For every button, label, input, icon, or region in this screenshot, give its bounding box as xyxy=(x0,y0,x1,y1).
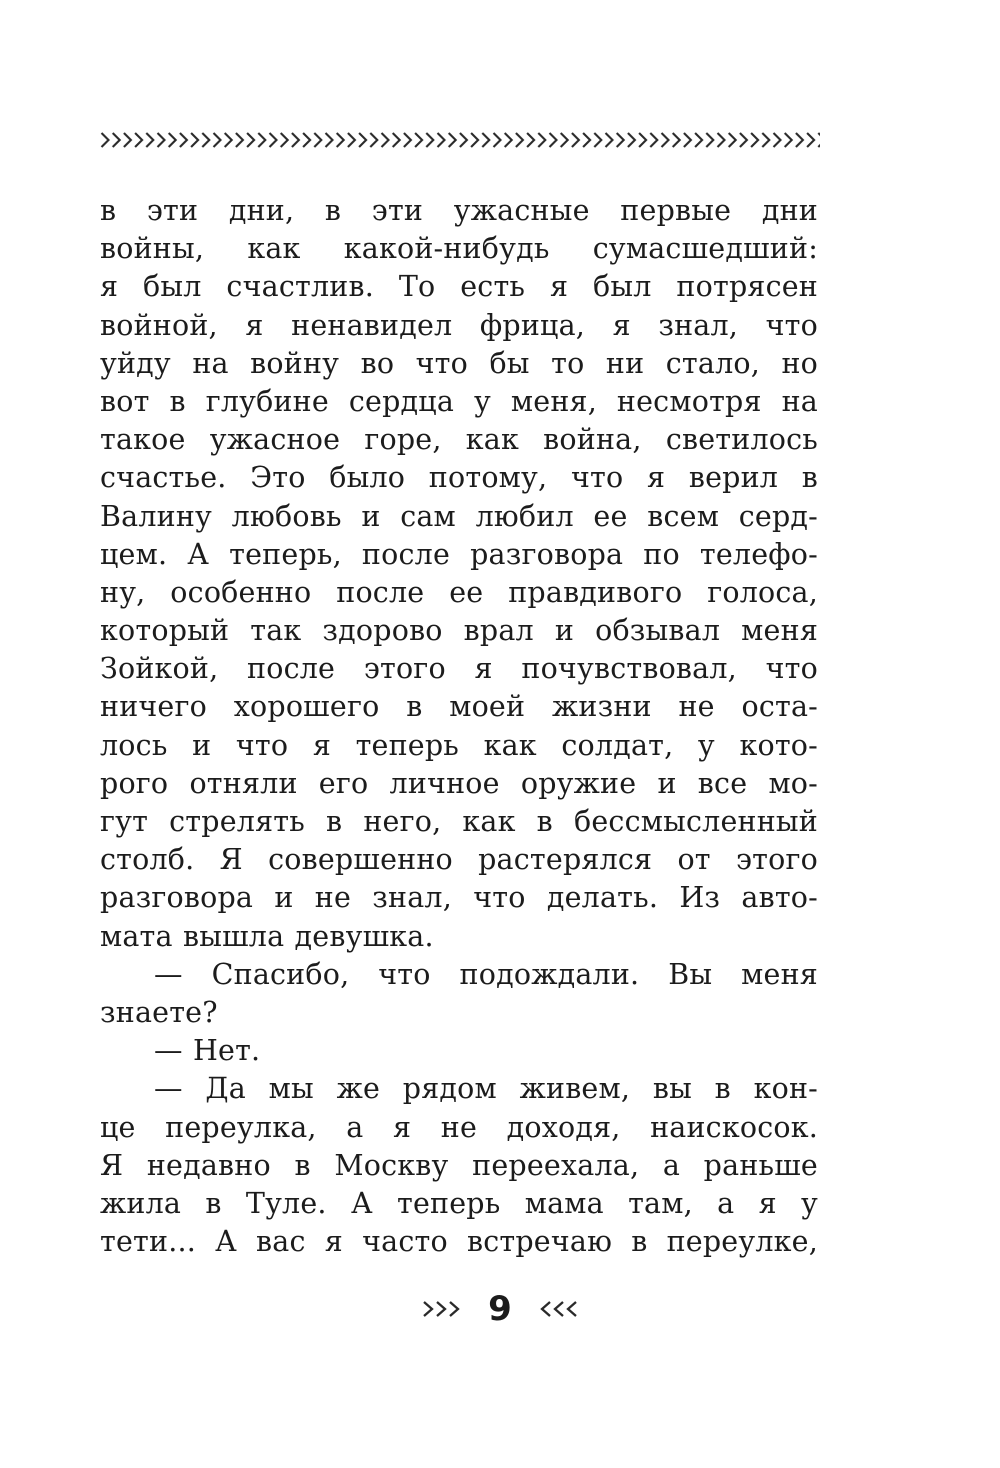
text-line: который так здорово врал и обзывал меня xyxy=(100,614,818,648)
text-line: лось и что я теперь как солдат, у кото- xyxy=(100,728,818,762)
text-line: ничего хорошего в моей жизни не оста- xyxy=(100,690,818,724)
top-chevron-border xyxy=(100,128,820,152)
text-line: гут стрелять в него, как в бессмысленный xyxy=(100,805,818,838)
body-text xyxy=(100,192,818,1261)
page-footer xyxy=(0,1286,1000,1332)
page-number: 9 xyxy=(488,1289,512,1329)
text-line: жила в Туле. А теперь мама там, а я у xyxy=(100,1186,818,1220)
text-line: — Спасибо, что подождали. Вы меня xyxy=(154,957,818,991)
chevron-left-ornament-icon xyxy=(534,1297,578,1321)
text-line: — Нет. xyxy=(154,1034,261,1068)
chevron-row-icon xyxy=(100,128,820,152)
text-line: счастье. Это было потому, что я верил в xyxy=(100,461,818,495)
text-line: мата вышла девушка. xyxy=(100,919,434,953)
text-line: рого отняли его личное оружие и все мо- xyxy=(100,766,818,800)
text-line: столб. Я совершенно растерялся от этого xyxy=(100,843,818,877)
text-line: це переулка, а я не доходя, наискосок. xyxy=(100,1110,818,1144)
text-line: — Да мы же рядом живем, вы в кон- xyxy=(154,1072,818,1106)
text-line: такое ужасное горе, как война, светилось xyxy=(100,423,818,457)
text-line: разговора и не знал, что делать. Из авто- xyxy=(100,881,818,915)
text-line: знаете? xyxy=(100,995,218,1029)
text-line: ну, особенно после ее правдивого голоса, xyxy=(100,575,818,609)
text-line: войной, я ненавидел фрица, я знал, что xyxy=(100,308,818,342)
text-line: Я недавно в Москву переехала, а раньше xyxy=(100,1148,818,1182)
text-line: цем. А теперь, после разговора по телефо- xyxy=(100,537,818,571)
text-line: Зойкой, после этого я почувствовал, что xyxy=(100,652,818,686)
chevron-right-ornament-icon xyxy=(422,1297,466,1321)
text-line: я был счастлив. То есть я был потрясен xyxy=(100,270,818,304)
text-line: вот в глубине сердца у меня, несмотря на xyxy=(100,384,818,418)
text-line: Валину любовь и сам любил ее всем серд- xyxy=(100,499,818,533)
text-line: войны, как какой-нибудь сумасшедший: xyxy=(100,232,818,266)
text-line: уйду на войну во что бы то ни стало, но xyxy=(100,346,818,380)
text-line: в эти дни, в эти ужасные первые дни xyxy=(100,194,818,227)
text-line: тети... А вас я часто встречаю в переулке, xyxy=(100,1225,818,1259)
